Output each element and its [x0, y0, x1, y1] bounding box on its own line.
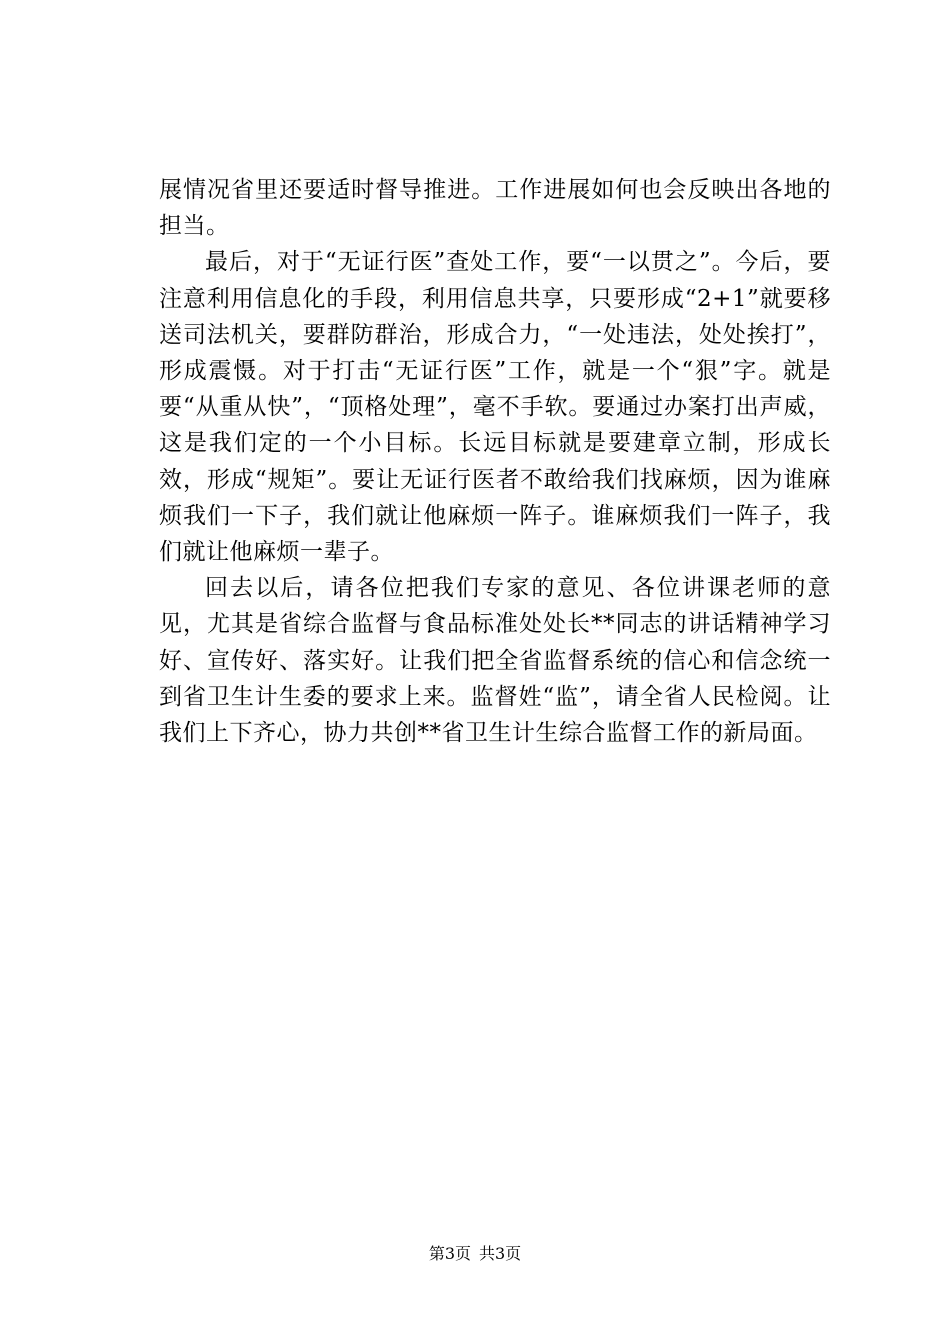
document-body	[159, 172, 831, 751]
page-footer	[0, 1244, 950, 1264]
page-total: 共3页	[479, 1244, 522, 1263]
page-number: 第3页	[428, 1244, 471, 1263]
paragraph-continuation: 展情况省里还要适时督导推进。工作进展如何也会反映出各地的担当。	[159, 177, 831, 240]
paragraph-finally: 最后，对于“无证行医”查处工作，要“一以贯之”。今后，要注意利用信息化的手段，利用信息共享，只要形成“2+1”就要移送司法机关，要群防群治，形成合力，“一处违法，处处挨打”，形成震慑。对于打击“无证行医”工作，就是一个“狠”字。就是要“从重从快”，“顶格处理”，毫不手软。要通过办案打出声威，这是我们定的一个小目标。长远目标就是要建章立制，形成长效，形成“规矩”。要让无证行医者不敢给我们找麻烦，因为谁麻烦我们一下子，我们就让他麻烦一阵子。谁麻烦我们一阵子，我们就让他麻烦一辈子。	[159, 249, 831, 566]
paragraph-closing: 回去以后，请各位把我们专家的意见、各位讲课老师的意见，尤其是省综合监督与食品标准处处长**同志的讲话精神学习好、宣传好、落实好。让我们把全省监督系统的信心和信念统一到省卫生计生委的要求上来。监督姓“监”，请全省人民检阅。让我们上下齐心，协力共创**省卫生计生综合监督工作的新局面。	[159, 575, 831, 747]
